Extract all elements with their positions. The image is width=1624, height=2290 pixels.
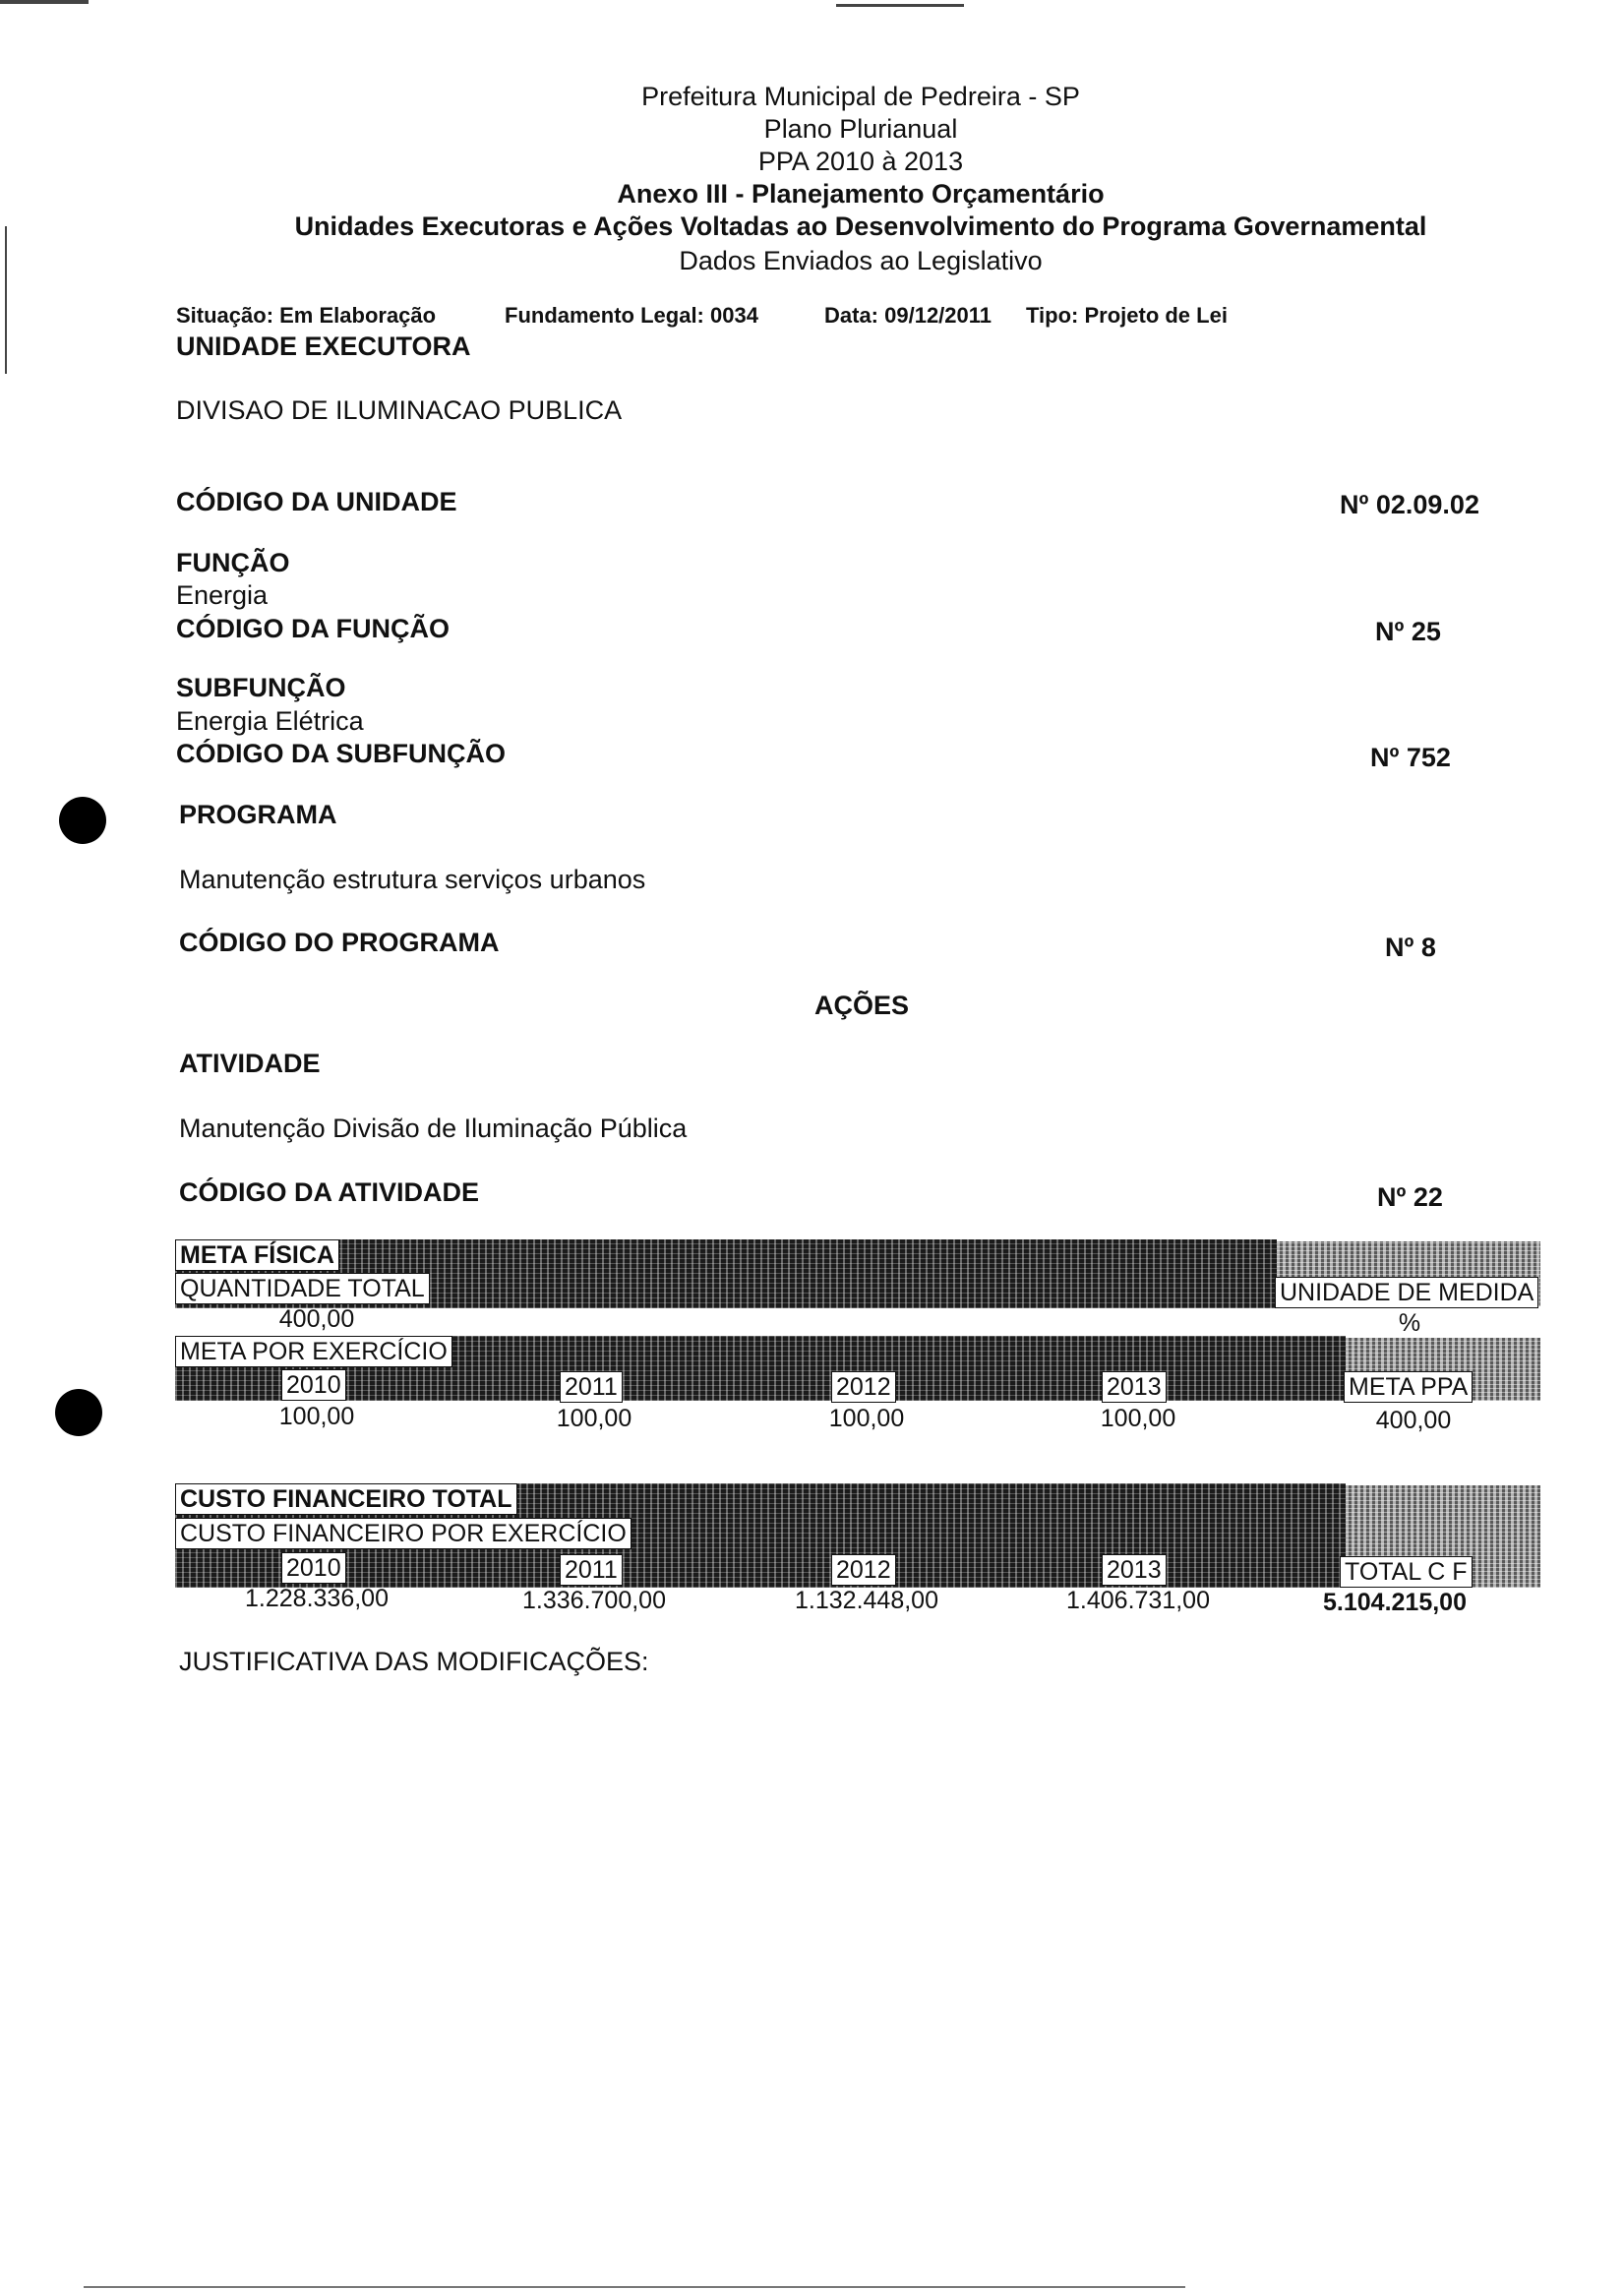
header-plan-name: Plano Plurianual [763,114,958,144]
subfuncao-name: Energia Elétrica [176,706,364,736]
codigo-atividade-value: Nº 22 [1377,1182,1443,1212]
acoes-heading: AÇÕES [813,991,910,1020]
meta-por-exercicio-label: META POR EXERCÍCIO [175,1336,452,1367]
header-municipality: Prefeitura Municipal de Pedreira - SP [641,82,1080,111]
custo-financeiro-heading: CUSTO FINANCEIRO TOTAL [175,1483,517,1515]
unidade-medida-label: UNIDADE DE MEDIDA [1275,1277,1538,1308]
subfuncao-heading: SUBFUNÇÃO [176,673,346,702]
meta-year-2012: 2012 [831,1371,896,1403]
meta-year-2010: 2010 [281,1369,346,1401]
custo-value-2013: 1.406.731,00 [1066,1587,1210,1614]
meta-value-2013: 100,00 [1100,1405,1176,1432]
unidade-executora-heading: UNIDADE EXECUTORA [176,331,471,361]
binder-hole [55,1389,102,1436]
header-subtitle: Dados Enviados ao Legislativo [679,246,1043,275]
scan-artifact [836,4,964,7]
quantidade-total-label: QUANTIDADE TOTAL [175,1273,430,1304]
scan-artifact [0,0,89,4]
codigo-funcao-value: Nº 25 [1375,617,1441,646]
funcao-name: Energia [176,580,269,610]
funcao-heading: FUNÇÃO [176,548,290,577]
scan-artifact [5,226,7,374]
justificativa-label: JUSTIFICATIVA DAS MODIFICAÇÕES: [179,1647,649,1676]
meta-year-2013: 2013 [1102,1371,1167,1403]
codigo-funcao-label: CÓDIGO DA FUNÇÃO [176,614,450,643]
total-cf-value: 5.104.215,00 [1323,1589,1467,1616]
unidade-executora-name: DIVISAO DE ILUMINACAO PUBLICA [176,395,623,425]
custo-value-2011: 1.336.700,00 [522,1587,666,1614]
meta-year-2011: 2011 [560,1371,623,1403]
custo-value-2010: 1.228.336,00 [245,1585,389,1612]
meta-fisica-heading: META FÍSICA [175,1239,339,1271]
atividade-heading: ATIVIDADE [179,1049,321,1078]
total-cf-label: TOTAL C F [1340,1556,1473,1588]
binder-hole [59,797,106,844]
header-annex-title: Anexo III - Planejamento Orçamentário [617,179,1105,209]
quantidade-total-value: 400,00 [278,1305,355,1333]
meta-value-2010: 100,00 [278,1403,355,1430]
codigo-unidade-value: Nº 02.09.02 [1340,490,1479,519]
unidade-medida-value: % [1398,1309,1421,1337]
status-situacao: Situação: Em Elaboração [176,303,437,328]
status-tipo: Tipo: Projeto de Lei [1026,303,1228,328]
codigo-programa-value: Nº 8 [1385,933,1436,962]
meta-ppa-label: META PPA [1344,1371,1473,1403]
custo-por-exercicio-label: CUSTO FINANCEIRO POR EXERCÍCIO [175,1518,632,1549]
custo-year-2011: 2011 [560,1554,623,1586]
custo-year-2010: 2010 [281,1552,346,1584]
codigo-subfuncao-value: Nº 752 [1370,743,1451,772]
status-data: Data: 09/12/2011 [824,303,992,328]
codigo-programa-label: CÓDIGO DO PROGRAMA [179,928,500,957]
meta-ppa-value: 400,00 [1375,1407,1452,1434]
meta-value-2011: 100,00 [556,1405,632,1432]
header-report-title: Unidades Executoras e Ações Voltadas ao Desenvolvimento do Programa Governamental [294,211,1427,241]
header-ppa-period: PPA 2010 à 2013 [757,147,964,176]
codigo-unidade-label: CÓDIGO DA UNIDADE [176,487,457,516]
programa-name: Manutenção estrutura serviços urbanos [179,865,646,894]
codigo-subfuncao-label: CÓDIGO DA SUBFUNÇÃO [176,739,506,768]
scan-artifact [84,2286,1185,2288]
custo-year-2013: 2013 [1102,1554,1167,1586]
programa-heading: PROGRAMA [179,800,337,829]
codigo-atividade-label: CÓDIGO DA ATIVIDADE [179,1177,480,1207]
status-fundamento: Fundamento Legal: 0034 [505,303,758,328]
meta-value-2012: 100,00 [828,1405,905,1432]
custo-year-2012: 2012 [831,1554,896,1586]
atividade-name: Manutenção Divisão de Iluminação Pública [179,1114,688,1143]
custo-value-2012: 1.132.448,00 [795,1587,938,1614]
